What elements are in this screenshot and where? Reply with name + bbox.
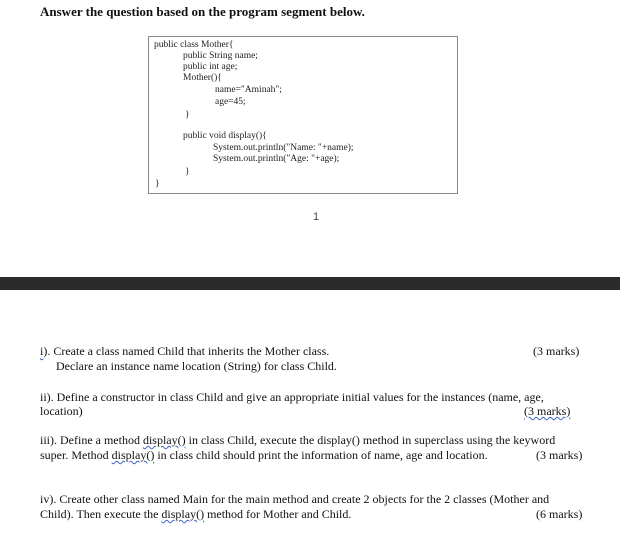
code-line: name="Aminah"; (215, 85, 282, 95)
code-line: System.out.println("Name: "+name); (213, 143, 354, 153)
display-method-ref: display() (111, 448, 155, 462)
code-line: } (185, 167, 190, 177)
question-4-text: Child). Then execute the (40, 507, 162, 521)
code-line: age=45; (215, 97, 246, 107)
question-3-text: in class Child, execute the display() method in superclass using the keyword (185, 433, 556, 447)
page-divider (0, 277, 620, 290)
code-line: public class Mother{ (154, 40, 234, 50)
display-method-ref: display() (161, 507, 205, 521)
question-2-marks-text: (3 marks) (524, 404, 571, 418)
question-3-line-2 (40, 448, 488, 463)
question-4-line-2 (40, 507, 351, 522)
question-1-marks: (3 marks) (533, 344, 580, 358)
question-3-text: in class child should print the information of name, age and location. (154, 448, 488, 462)
question-3-line-1 (40, 433, 555, 448)
page-number: 1 (313, 211, 320, 223)
question-4-marks: (6 marks) (536, 507, 583, 521)
code-line: public void display(){ (183, 131, 267, 141)
code-segment-box (148, 36, 458, 194)
question-3-text: iii). Define a method (40, 433, 143, 447)
question-1-prefix: i (40, 344, 44, 358)
question-4-text: method for Mother and Child. (204, 507, 352, 521)
question-1-text: ). Create a class named Child that inherits the Mother class. (43, 344, 330, 358)
question-1-line-2: Declare an instance name location (String) for class Child. (56, 359, 337, 373)
question-3-marks: (3 marks) (536, 448, 583, 462)
code-line: public int age; (183, 62, 238, 72)
question-2-line-2: location) (40, 404, 83, 418)
display-method-ref: display() (142, 433, 186, 447)
code-line: } (185, 110, 190, 120)
code-line: } (155, 179, 160, 189)
code-line: System.out.println("Age: "+age); (213, 154, 340, 164)
code-line: public String name; (183, 51, 258, 61)
question-2-line-1: ii). Define a constructor in class Child and give an appropriate initial values for the instances (name, age, (40, 390, 544, 404)
code-line: Mother(){ (183, 73, 222, 83)
page-heading: Answer the question based on the program segment below. (40, 4, 365, 19)
question-2-marks (524, 404, 570, 419)
question-4-line-1: iv). Create other class named Main for the main method and create 2 objects for the 2 classes (Mother and (40, 492, 550, 506)
question-1-line-1 (40, 344, 329, 359)
question-3-text: super. Method (40, 448, 112, 462)
